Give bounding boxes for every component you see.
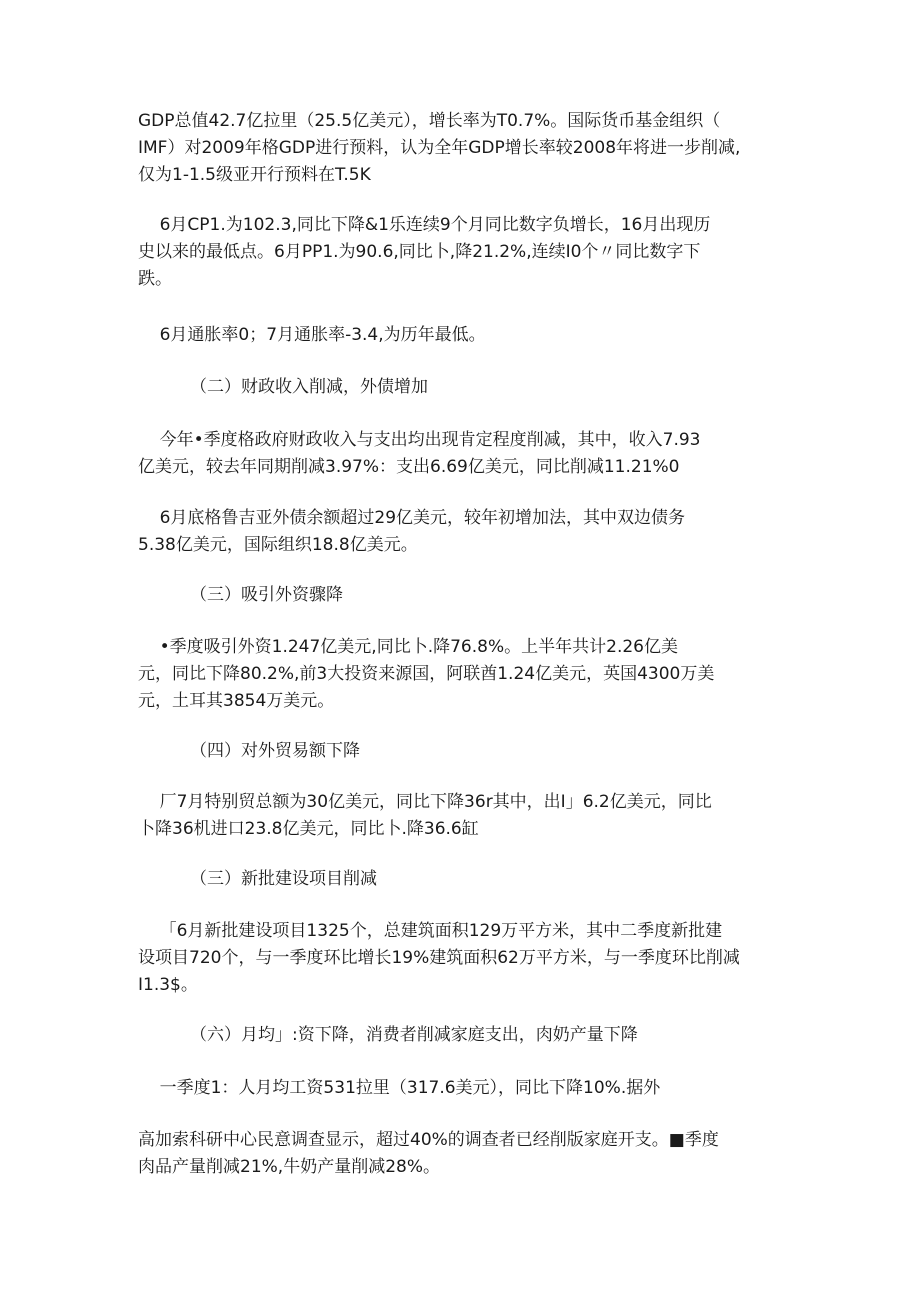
text-line: 设项目720个，与一季度环比增长19%建筑面积62万平方米，与一季度环比削减 bbox=[138, 948, 740, 968]
paragraph-foreign-investment bbox=[138, 634, 714, 715]
text-line: 高加索科研中心民意调查显示，超过40%的调查者已经削版家庭开支。■季度 bbox=[138, 1130, 719, 1150]
paragraph-fiscal bbox=[138, 427, 701, 481]
text-line: 亿美元，较去年同期削减3.97%：支出6.69亿美元，同比削减11.21%0 bbox=[138, 457, 680, 477]
paragraph-cpi-ppi bbox=[138, 212, 710, 293]
text-line: 卜降36机进口23.8亿美元，同比卜.降36.6缸 bbox=[138, 819, 479, 839]
paragraph-wages bbox=[138, 1075, 660, 1102]
paragraph-survey bbox=[138, 1127, 719, 1181]
text-line: 6月底格鲁吉亚外债余额超过29亿美元，较年初增加法，其中双边债务 bbox=[138, 508, 686, 528]
paragraph-construction bbox=[138, 918, 740, 999]
text-line: 「6月新批建设项目1325个，总建筑面积129万平方米，其中二季度新批建 bbox=[138, 921, 723, 941]
paragraph-inflation bbox=[138, 322, 486, 349]
text-line: 仅为1-1.5级亚开行预料在T.5K bbox=[138, 165, 371, 185]
text-line: 肉品产量削减21%,牛奶产量削减28%。 bbox=[138, 1157, 440, 1177]
text-line: 史以来的最低点。6月PP1.为90.6,同比卜,降21.2%,连续I0个〃同比数字下 bbox=[138, 242, 701, 262]
text-line: 元，土耳其3854万美元。 bbox=[138, 691, 335, 711]
text-line: 5.38亿美元，国际组织18.8亿美元。 bbox=[138, 535, 418, 555]
paragraph-external-debt bbox=[138, 505, 685, 559]
section-heading: （四）对外贸易额下降 bbox=[190, 741, 360, 761]
text-line: 今年•季度格政府财政收入与支出均出现肯定程度削减，其中，收入7.93 bbox=[138, 430, 701, 450]
paragraph-trade bbox=[138, 789, 712, 843]
section-heading: （三）新批建设项目削减 bbox=[190, 869, 377, 889]
paragraph-gdp bbox=[138, 108, 740, 189]
text-line: •季度吸引外资1.247亿美元,同比卜.降76.8%。上半年共计2.26亿美 bbox=[138, 637, 678, 657]
text-line: 6月通胀率0；7月通胀率-3.4,为历年最低。 bbox=[138, 325, 486, 345]
text-line: I1.3$。 bbox=[138, 975, 198, 995]
text-line: 一季度1：人月均工资531拉里（317.6美元），同比下降10%.据外 bbox=[138, 1078, 661, 1098]
section-heading: （三）吸引外资骤降 bbox=[190, 585, 343, 605]
text-line: 6月CP1.为102.3,同比下降&1乐连续9个月同比数字负增长，16月出现历 bbox=[138, 215, 711, 235]
text-line: 元，同比下降80.2%,前3大投资来源国，阿联酋1.24亿美元，英国4300万美 bbox=[138, 664, 715, 684]
text-line: 厂7月特别贸总额为30亿美元，同比下降36r其中，出I」6.2亿美元，同比 bbox=[138, 792, 712, 812]
section-heading: （二）财政收入削减，外债增加 bbox=[190, 377, 428, 397]
text-line: IMF）对2009年格GDP进行预料，认为全年GDP增长率较2008年将进一步削减, bbox=[138, 138, 741, 158]
text-line: 跌。 bbox=[138, 269, 172, 289]
text-line: GDP总值42.7亿拉里（25.5亿美元），增长率为T0.7%。国际货币基金组织（ bbox=[138, 111, 721, 131]
section-heading: （六）月均」:资下降，消费者削减家庭支出，肉奶产量下降 bbox=[190, 1025, 638, 1045]
